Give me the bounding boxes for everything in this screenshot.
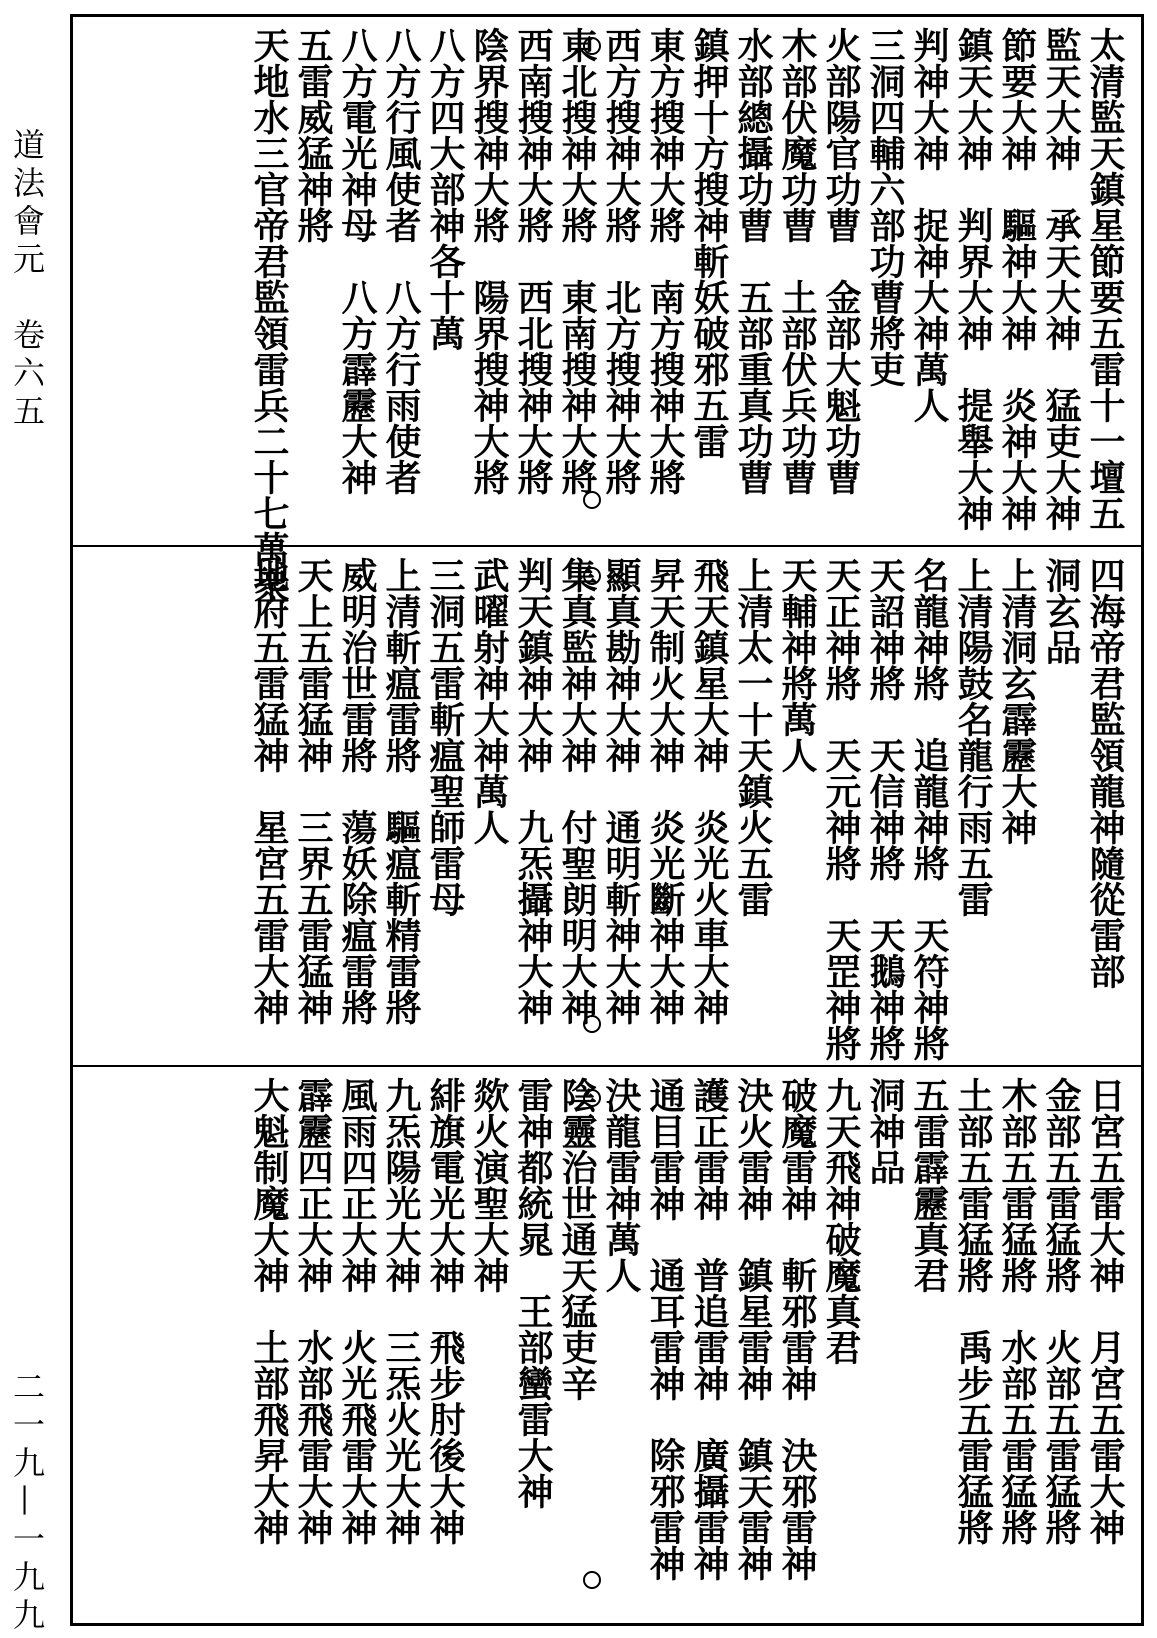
- text-column: 風雨四正大神 火光飛雷大神: [336, 1077, 378, 1545]
- register-bottom: [73, 1067, 1141, 1626]
- circle-mark: [583, 491, 601, 509]
- text-column: 天詔神將 天信神將 天鵝神將: [864, 557, 906, 1061]
- circle-mark: [583, 1089, 601, 1107]
- text-column: 天地水三官帝君監領雷兵二十七萬衆: [248, 27, 290, 603]
- text-column: 西南搜神大將 西北搜神大將: [512, 27, 554, 495]
- text-column: 天上五雷猛神 三界五雷猛神: [292, 557, 334, 1025]
- text-column: 上清洞玄霹靂大神: [996, 557, 1038, 845]
- text-column: 霹靂四正大神 水部飛雷大神: [292, 1077, 334, 1545]
- text-column: 監天大神 承天大神 猛吏大神: [1040, 27, 1082, 531]
- page-frame: [70, 14, 1144, 1626]
- text-column: 上清太一十天鎮火五雷: [732, 557, 774, 917]
- text-column: 東方搜神大將 南方搜神大將: [644, 27, 686, 495]
- text-column: 三洞五雷斬瘟聖師雷母: [424, 557, 466, 917]
- text-column: 雷神都統晁 王部蠻雷大神: [512, 1077, 554, 1509]
- text-column: 五雷霹靂真君: [908, 1077, 950, 1293]
- text-column: 太清監天鎮星節要五雷十一壇五: [1084, 27, 1126, 531]
- text-column: 洞玄品: [1040, 557, 1082, 665]
- text-column: 四海帝君監領龍神隨從雷部: [1084, 557, 1126, 989]
- text-column: 判天鎮神大神 九炁攝神大神: [512, 557, 554, 1025]
- text-column: 鎮天大神 判界大神 提舉大神: [952, 27, 994, 531]
- text-column: 陰靈治世通天猛吏辛: [556, 1077, 598, 1401]
- text-column: 通目雷神 通耳雷神 除邪雷神: [644, 1077, 686, 1581]
- text-column: 緋旗電光大神 飛步肘後大神: [424, 1077, 466, 1545]
- text-column: 洞神品: [864, 1077, 906, 1185]
- column-group: [247, 1077, 1127, 1581]
- text-column: 九炁陽光大神 三炁火光大神: [380, 1077, 422, 1545]
- text-column: 上清陽鼓名龍行雨五雷: [952, 557, 994, 917]
- text-column: 木部五雷猛將 水部五雷猛將: [996, 1077, 1038, 1545]
- text-column: 判神大神 捉神大神萬人: [908, 27, 950, 423]
- text-column: 集真監神大神 付聖朗明大神: [556, 557, 598, 1025]
- column-group: [247, 557, 1127, 1061]
- text-column: 三洞四輔六部功曹將吏: [864, 27, 906, 387]
- text-column: 地府五雷猛神 星宮五雷大神: [248, 557, 290, 1025]
- text-column: 九天飛神破魔真君: [820, 1077, 862, 1365]
- margin-page-number: 二一九—一九九: [8, 1370, 46, 1636]
- text-column: 木部伏魔功曹 土部伏兵功曹: [776, 27, 818, 495]
- text-column: 上清斬瘟雷將 驅瘟斬精雷將: [380, 557, 422, 1025]
- text-column: 東北搜神大將 東南搜神大將: [556, 27, 598, 495]
- text-column: 飛天鎮星大神 炎光火車大神: [688, 557, 730, 1025]
- text-column: 五雷威猛神將: [292, 27, 334, 243]
- text-column: 八方電光神母 八方霹靂大神: [336, 27, 378, 495]
- text-column: 日宮五雷大神 月宮五雷大神: [1084, 1077, 1126, 1545]
- text-column: 八方行風使者 八方行雨使者: [380, 27, 422, 495]
- circle-mark: [583, 1571, 601, 1589]
- text-column: 火部陽官功曹 金部大魁功曹: [820, 27, 862, 495]
- circle-mark: [583, 567, 601, 585]
- text-column: 欻火演聖大神: [468, 1077, 510, 1293]
- register-middle: [73, 547, 1141, 1067]
- text-column: 威明治世雷將 蕩妖除瘟雷將: [336, 557, 378, 1025]
- text-column: 決火雷神 鎮星雷神 鎮天雷神: [732, 1077, 774, 1581]
- text-column: 西方搜神大將 北方搜神大將: [600, 27, 642, 495]
- circle-mark: [583, 37, 601, 55]
- text-column: 天輔神將萬人: [776, 557, 818, 773]
- column-group: [247, 27, 1127, 603]
- register-top: [73, 17, 1141, 603]
- margin-title: 道法會元 卷六五: [8, 128, 46, 432]
- text-column: 天正神將 天元神將 天罡神將: [820, 557, 862, 1061]
- text-column: 昇天制火大神 炎光斷神大神: [644, 557, 686, 1025]
- text-column: 水部總攝功曹 五部重真功曹: [732, 27, 774, 495]
- text-column: 武曜射神大神萬人: [468, 557, 510, 845]
- text-column: 護正雷神 普追雷神 廣攝雷神: [688, 1077, 730, 1581]
- text-column: 破魔雷神 斬邪雷神 決邪雷神: [776, 1077, 818, 1581]
- text-column: 名龍神將 追龍神將 天符神將: [908, 557, 950, 1061]
- text-column: 鎮押十方搜神斬妖破邪五雷: [688, 27, 730, 459]
- text-column: 土部五雷猛將 禹步五雷猛將: [952, 1077, 994, 1545]
- circle-mark: [583, 1015, 601, 1033]
- text-column: 八方四大部神各十萬: [424, 27, 466, 351]
- text-column: 顯真勘神大神 通明斬神大神: [600, 557, 642, 1025]
- text-column: 決龍雷神萬人: [600, 1077, 642, 1293]
- text-column: 陰界搜神大將 陽界搜神大將: [468, 27, 510, 495]
- text-column: 金部五雷猛將 火部五雷猛將: [1040, 1077, 1082, 1545]
- text-column: 大魁制魔大神 土部飛昇大神: [248, 1077, 290, 1545]
- text-column: 節要大神 驅神大神 炎神大神: [996, 27, 1038, 531]
